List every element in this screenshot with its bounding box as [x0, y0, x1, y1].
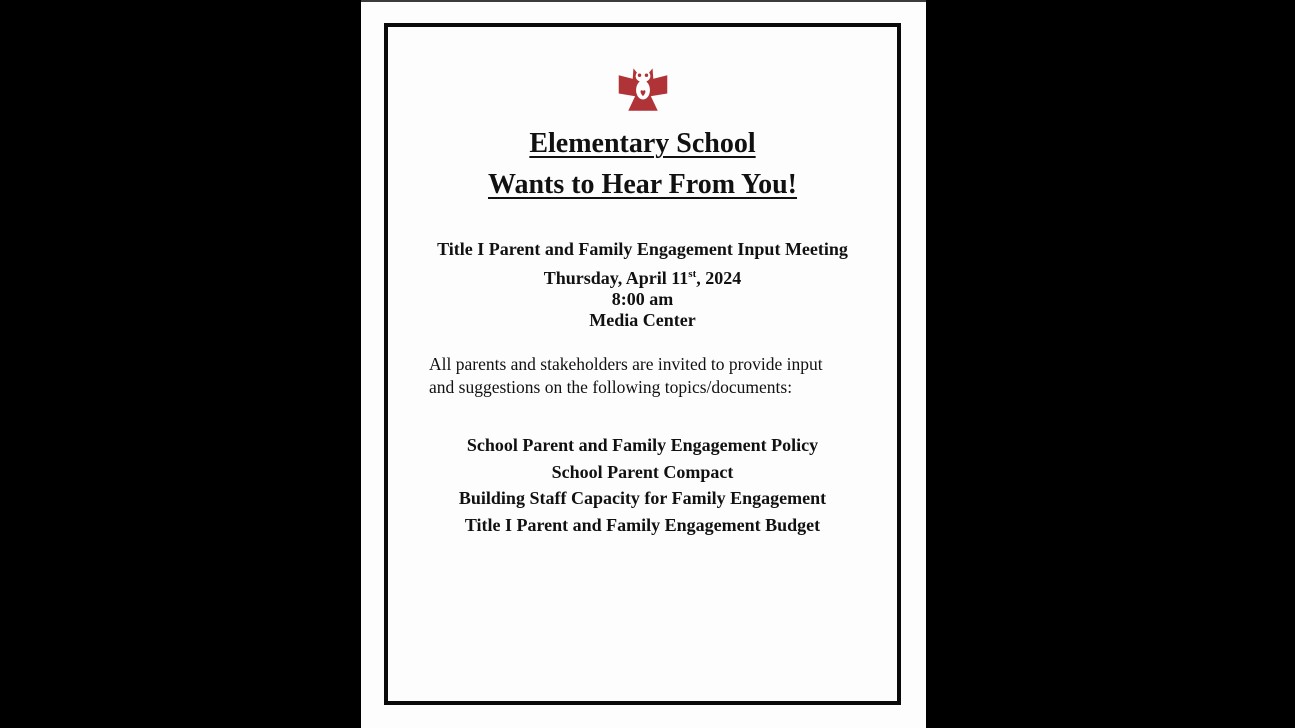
intro-line-2: and suggestions on the following topics/documents: — [429, 377, 793, 397]
topic-item: School Parent Compact — [551, 461, 734, 482]
date-year-text: , 2024 — [696, 268, 742, 288]
intro-paragraph — [388, 353, 897, 399]
flyer-title — [388, 123, 897, 205]
date-text: Thursday, April 11 — [543, 268, 689, 288]
title-line-1: Elementary School — [529, 128, 756, 159]
topics-list — [388, 432, 897, 538]
flyer-page — [361, 0, 926, 728]
topic-item: Building Staff Capacity for Family Engagement — [458, 488, 827, 508]
topic-item: School Parent and Family Engagement Policy — [466, 435, 819, 455]
meeting-time: 8:00 am — [611, 289, 674, 309]
meeting-location: Media Center — [589, 310, 696, 330]
date-ordinal-superscript: st — [688, 268, 697, 280]
meeting-details — [388, 268, 897, 331]
intro-line-1: All parents and stakeholders are invited to provide input — [429, 354, 823, 374]
flyer-border-frame — [384, 23, 901, 705]
topic-item: Title I Parent and Family Engagement Budget — [464, 514, 821, 535]
meeting-heading: Title I Parent and Family Engagement Input Meeting — [437, 239, 848, 259]
title-line-2: Wants to Hear From You! — [487, 169, 798, 200]
owl-logo-icon — [617, 67, 669, 113]
meeting-date — [388, 268, 897, 289]
